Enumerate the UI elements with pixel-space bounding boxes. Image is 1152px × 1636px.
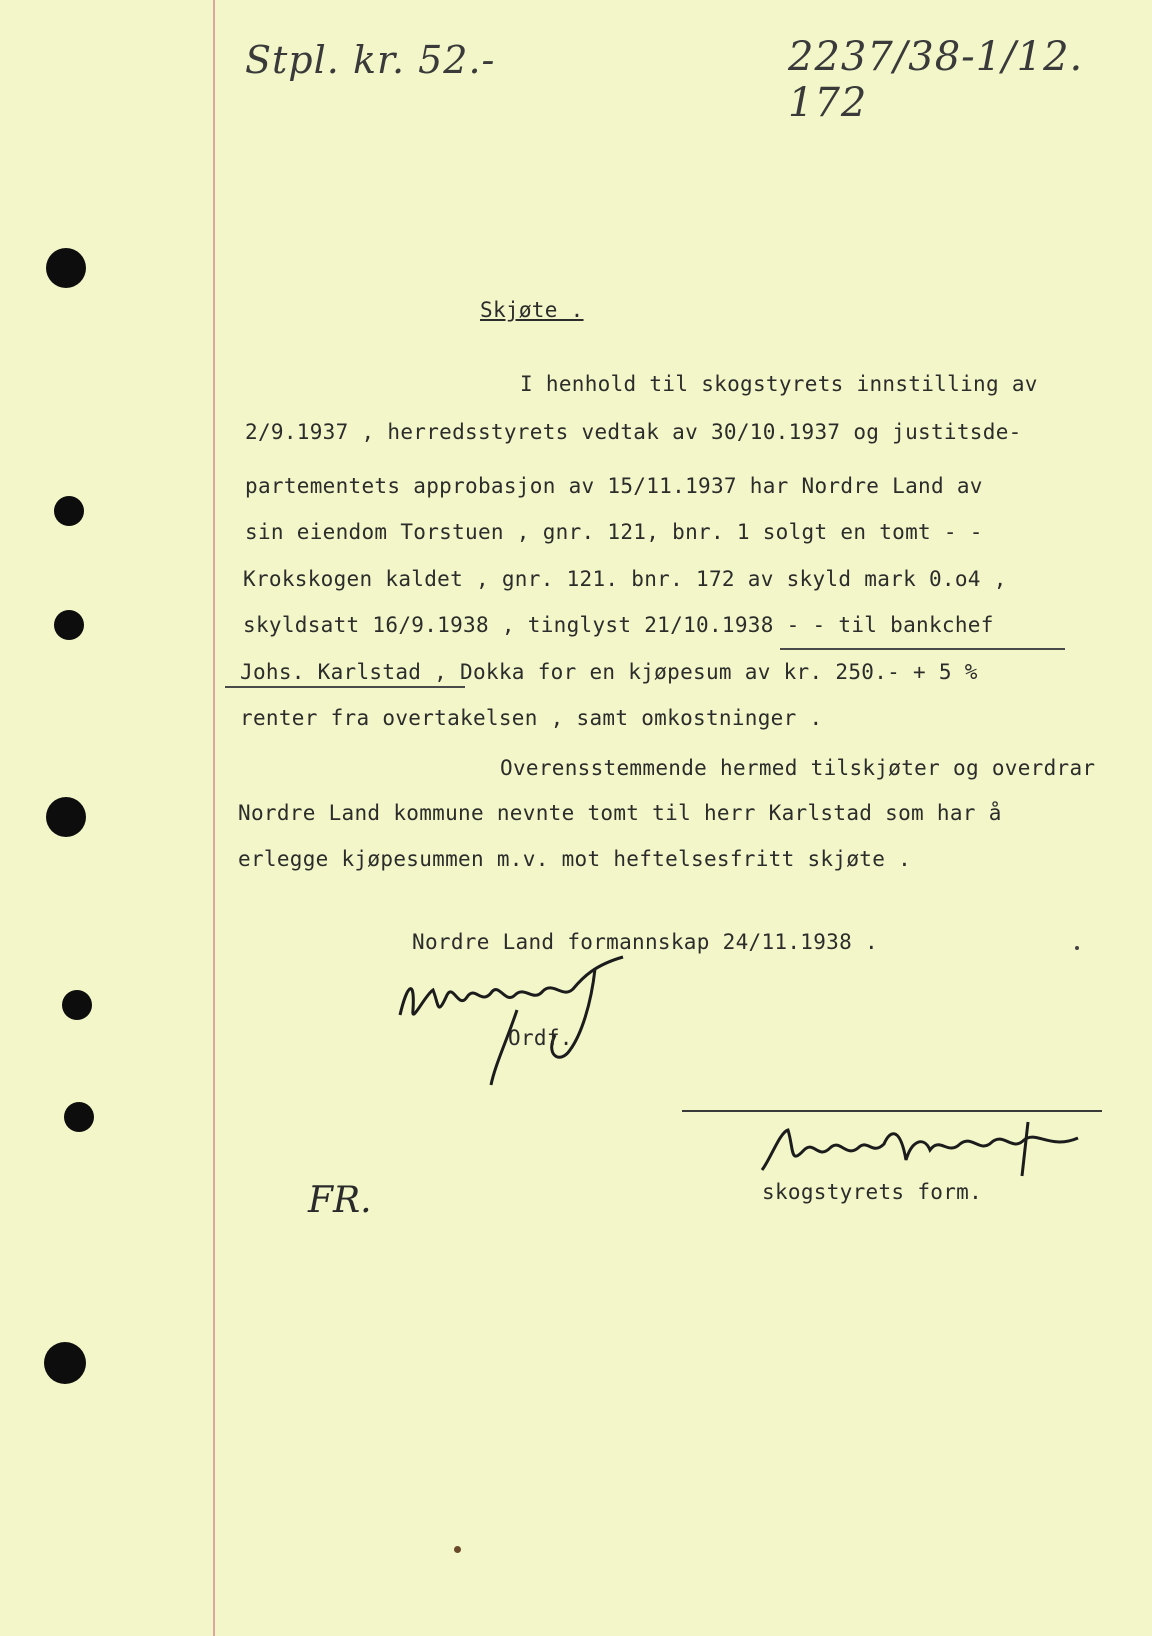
initials: FR. — [308, 1180, 372, 1221]
signature-line — [682, 1110, 1102, 1112]
forest-board-signature — [760, 1120, 1080, 1180]
punch-hole-icon — [46, 248, 86, 288]
document-title: Skjøte . — [480, 298, 584, 322]
stamp-number: Stpl. kr. 52.- — [245, 38, 496, 82]
body-line: renter fra overtakelsen , samt omkostninger . — [240, 706, 823, 730]
body-line: Krokskogen kaldet , gnr. 121. bnr. 172 av skyld mark 0.o4 , — [243, 567, 1007, 591]
punch-hole-icon — [62, 990, 92, 1020]
punch-hole-icon — [64, 1102, 94, 1132]
margin-line — [213, 0, 215, 1636]
body-line: sin eiendom Torstuen , gnr. 121, bnr. 1 solgt en tomt - - — [245, 520, 983, 544]
punch-hole-icon — [44, 1342, 86, 1384]
body-line: erlegge kjøpesummen m.v. mot heftelsesfritt skjøte . — [238, 847, 912, 871]
registration-reference: 2237/38-1/12. 172 — [788, 34, 1084, 126]
ink-dot — [1075, 946, 1079, 950]
punch-hole-icon — [54, 496, 84, 526]
handwritten-underline — [780, 648, 1065, 650]
body-line: skyldsatt 16/9.1938 , tinglyst 21/10.1938 - - til bankchef — [243, 613, 994, 637]
body-line: partementets approbasjon av 15/11.1937 har Nordre Land av — [245, 474, 983, 498]
body-line: I henhold til skogstyrets innstilling av — [520, 372, 1038, 396]
body-line: Overensstemmende hermed tilskjøter og overdrar — [500, 756, 1096, 780]
chairman-signature — [395, 955, 635, 1090]
place-date: Nordre Land formannskap 24/11.1938 . — [412, 930, 878, 954]
chairman-title: Ordf. — [508, 1026, 573, 1050]
body-line: 2/9.1937 , herredsstyrets vedtak av 30/10.1937 og justitsde- — [245, 420, 1022, 444]
body-line: Johs. Karlstad , Dokka for en kjøpesum av kr. 250.- + 5 % — [240, 660, 978, 684]
handwritten-underline — [225, 686, 465, 688]
punch-hole-icon — [46, 797, 86, 837]
punch-hole-icon — [54, 610, 84, 640]
ink-dot — [454, 1546, 461, 1553]
body-line: Nordre Land kommune nevnte tomt til herr Karlstad som har å — [238, 801, 1002, 825]
forest-board-title: skogstyrets form. — [762, 1180, 983, 1204]
